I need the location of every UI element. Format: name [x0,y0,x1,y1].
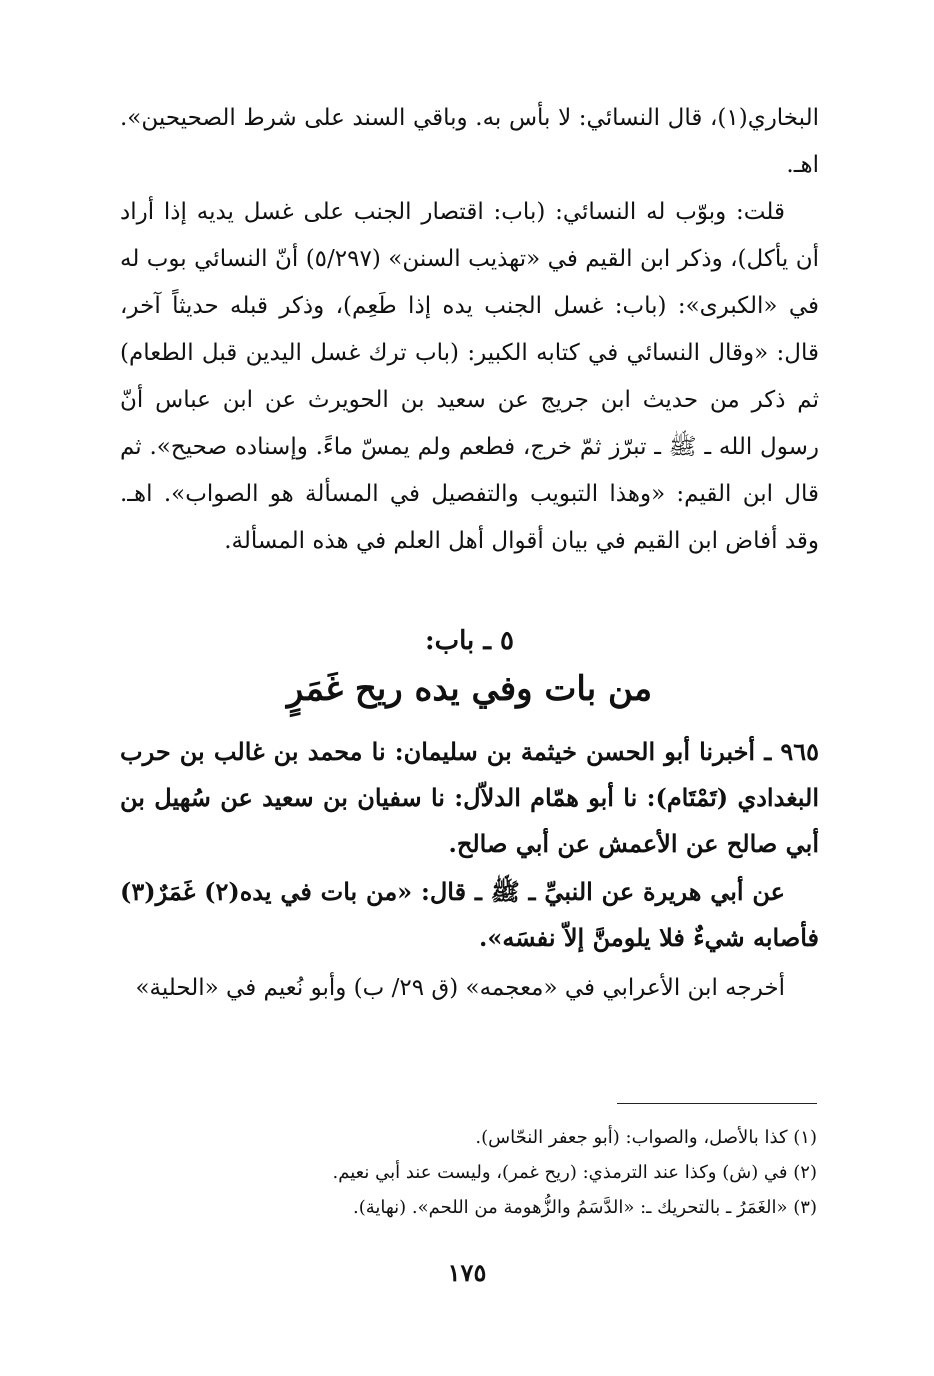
chapter-number: ٥ ـ باب: [425,626,514,656]
chapter-heading [120,619,819,715]
chapter-title: من بات وفي يده ريح غَمَرٍ [286,669,653,709]
footnote: (٢) في (ش) وكذا عند الترمذي: (ريح غمر)، وليست عند أبي نعيم. [332,1162,817,1183]
page-number: ١٧٥ [447,1258,487,1287]
footnotes-list [120,1120,817,1225]
footnote-divider [617,1103,817,1104]
hadith-takhrij: أخرجه ابن الأعرابي في «معجمه» (ق ٢٩/ ب) وأبو نُعيم في «الحلية» [135,975,785,1001]
body-paragraph: قلت: وبوّب له النسائي: (باب: اقتصار الجنب على غسل يديه إذا أراد أن يأكل)، وذكر ابن القيم في «تهذيب السنن» (٥/٢٩٧) أنّ النسائي بوب له في «الكبرى»: (باب: غسل الجنب يده إذا طَعِم)، وذكر قبله حديثاً آخر، قال: «وقال النسائي في كتابه الكبير: (باب ترك غسل اليدين قبل الطعام) ثم ذكر من حديث ابن جريج عن سعيد بن الحويرث عن ابن عباس أنّ رسول الله ـ ﷺ ـ تبرّز ثمّ خرج، فطعم ولم يمسّ ماءً. وإسناده صحيح». ثم قال ابن القيم: «وهذا التبويب والتفصيل في المسألة هو الصواب». اهـ. وقد أفاض ابن القيم في بيان أقوال أهل العلم في هذه المسألة. [120,199,819,554]
hadith-matn: عن أبي هريرة عن النبيِّ ـ ﷺ ـ قال: «من بات في يده(٢) غَمَرٌ(٣) فأصابه شيءٌ فلا يلومنَّ إلاّ نفسَه». [120,877,819,952]
footnote: (٣) «الغَمَرُ ـ بالتحريك ـ: «الدَّسَمُ والزُّهومة من اللحم». (نهاية). [352,1197,817,1218]
footnote: (١) كذا بالأصل، والصواب: (أبو جعفر النحّاس). [475,1127,817,1148]
hadith-isnad: ٩٦٥ ـ أخبرنا أبو الحسن خيثمة بن سليمان: نا محمد بن غالب بن حرب البغدادي (تَمْتَام): نا أبو همّام الدلاّل: نا سفيان بن سعيد عن سُهيل بن أبي صالح عن الأعمش عن أبي صالح. [120,737,819,858]
body-paragraph: البخاري(١)، قال النسائي: لا بأس به. وباقي السند على شرط الصحيحين». اهـ. [120,105,819,178]
